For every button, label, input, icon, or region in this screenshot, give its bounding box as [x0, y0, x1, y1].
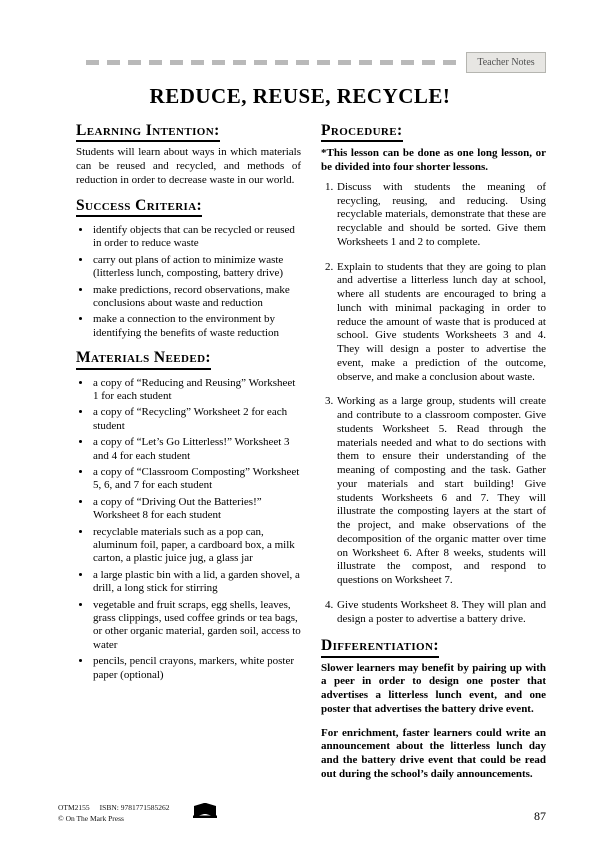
on-the-mark-press-logo-icon	[193, 802, 217, 823]
top-divider-row	[86, 52, 546, 73]
list-item: • carry out plans of action to minimize waste (litterless lunch, composting, battery drive)	[92, 254, 301, 281]
learning-intention-text: Students will learn about ways in which materials can be reused and recycled, and methods of reduction in order to decrease waste in our world.	[76, 146, 301, 186]
imprint	[58, 802, 179, 825]
list-item: • make predictions, record observations, make conclusions about waste and reduction	[92, 284, 301, 311]
materials-needed-section	[76, 349, 301, 682]
procedure-section	[321, 122, 546, 626]
list-item: • make a connection to the environment by identifying the benefits of waste reduction	[92, 313, 301, 340]
differentiation-section	[321, 637, 546, 781]
list-item: • pencils, pencil crayons, markers, white poster paper (optional)	[92, 655, 301, 682]
materials-needed-list	[76, 377, 301, 683]
procedure-steps-list	[321, 181, 546, 627]
learning-intention-heading: Learning Intention:	[76, 122, 220, 142]
list-item: • identify objects that can be recycled or reused in order to reduce waste	[92, 224, 301, 251]
copyright: © On The Mark Press	[58, 813, 124, 823]
right-column	[321, 122, 546, 792]
left-column	[76, 122, 301, 792]
enrichment-text	[321, 727, 546, 782]
list-item: 3. Working as a large group, students will create and contribute to a classroom composter. Give students Worksheet 5. Read through the materials needed and what to do sections with them to ensure their understanding of the meaning of composting and the task. Gather your materials and start building! Give students Worksheets 6 and 7. They will illustrate the composting layers at the start of the project, and make observations of the decomposition of the organic matter over time on Worksheet 6. After 8 weeks, students will illustrate the compost, and respond to questions on Worksheet 7.	[336, 395, 546, 588]
list-item: 2. Explain to students that they are going to plan and advertise a litterless lunch day at school, where all students are encouraged to bring a lunch with minimal packaging in order to reduce the amount of waste that is produced at school. Give students Worksheets 3 and 4. They will design a poster to advertise the event, make a prediction of the outcome, observe, and make a conclusion about waste.	[336, 261, 546, 385]
imprint-line1	[58, 802, 179, 813]
success-criteria-list	[76, 224, 301, 340]
list-item: 4. Give students Worksheet 8. They will plan and design a poster to advertise a battery drive.	[336, 599, 546, 627]
teacher-notes-tab: Teacher Notes	[466, 52, 546, 73]
learning-intention-section	[76, 122, 301, 188]
list-item: • a copy of “Let’s Go Litterless!” Worksheet 3 and 4 for each student	[92, 436, 301, 463]
product-code: OTM2155	[58, 802, 90, 812]
success-criteria-section	[76, 197, 301, 341]
page-number: 87	[534, 809, 546, 823]
materials-needed-heading: Materials Needed:	[76, 349, 211, 369]
differentiation-heading: Differentiation:	[321, 637, 439, 657]
dashed-divider	[86, 60, 459, 65]
list-item: • vegetable and fruit scraps, egg shells, leaves, grass clippings, used coffee grinds or tea bags, or other organic material, garden soil, access to water	[92, 599, 301, 653]
list-item: 1. Discuss with students the meaning of recycling, reusing, and reducing. Using recyclable materials, demonstrate that these are recyclable and should be sorted. Give them Worksheets 1 and 2 to complete.	[336, 181, 546, 250]
content-columns	[76, 122, 546, 792]
list-item: • a copy of “Classroom Composting” Worksheet 5, 6, and 7 for each student	[92, 466, 301, 493]
differentiation-text: Slower learners may benefit by pairing up with a peer in order to design one poster that advertises a litterless lunch event, and one poster that advertises the battery drive event.	[321, 661, 546, 715]
footer	[58, 802, 546, 825]
list-item: • recyclable materials such as a pop can, aluminum foil, paper, a cardboard box, a milk carton, a plastic juice jug, a glass jar	[92, 526, 301, 566]
enrichment-rest: faster learners could write an announcement about the litterless lunch day and the battery drive event that could be read out during the school’s daily announcements.	[321, 726, 546, 780]
procedure-note: *This lesson can be done as one long lesson, or be divided into four shorter lessons.	[321, 147, 546, 174]
list-item: • a large plastic bin with a lid, a garden shovel, a drill, a long stick for stirring	[92, 569, 301, 596]
page-title: REDUCE, REUSE, RECYCLE!	[149, 84, 451, 108]
list-item: • a copy of “Driving Out the Batteries!” Worksheet 8 for each student	[92, 496, 301, 523]
isbn: ISBN: 9781771585262	[99, 802, 170, 812]
list-item: • a copy of “Reducing and Reusing” Worksheet 1 for each student	[92, 377, 301, 404]
enrichment-lead: For enrichment,	[321, 726, 399, 739]
success-criteria-heading: Success Criteria:	[76, 197, 202, 217]
procedure-heading: Procedure:	[321, 122, 403, 142]
list-item: • a copy of “Recycling” Worksheet 2 for each student	[92, 406, 301, 433]
